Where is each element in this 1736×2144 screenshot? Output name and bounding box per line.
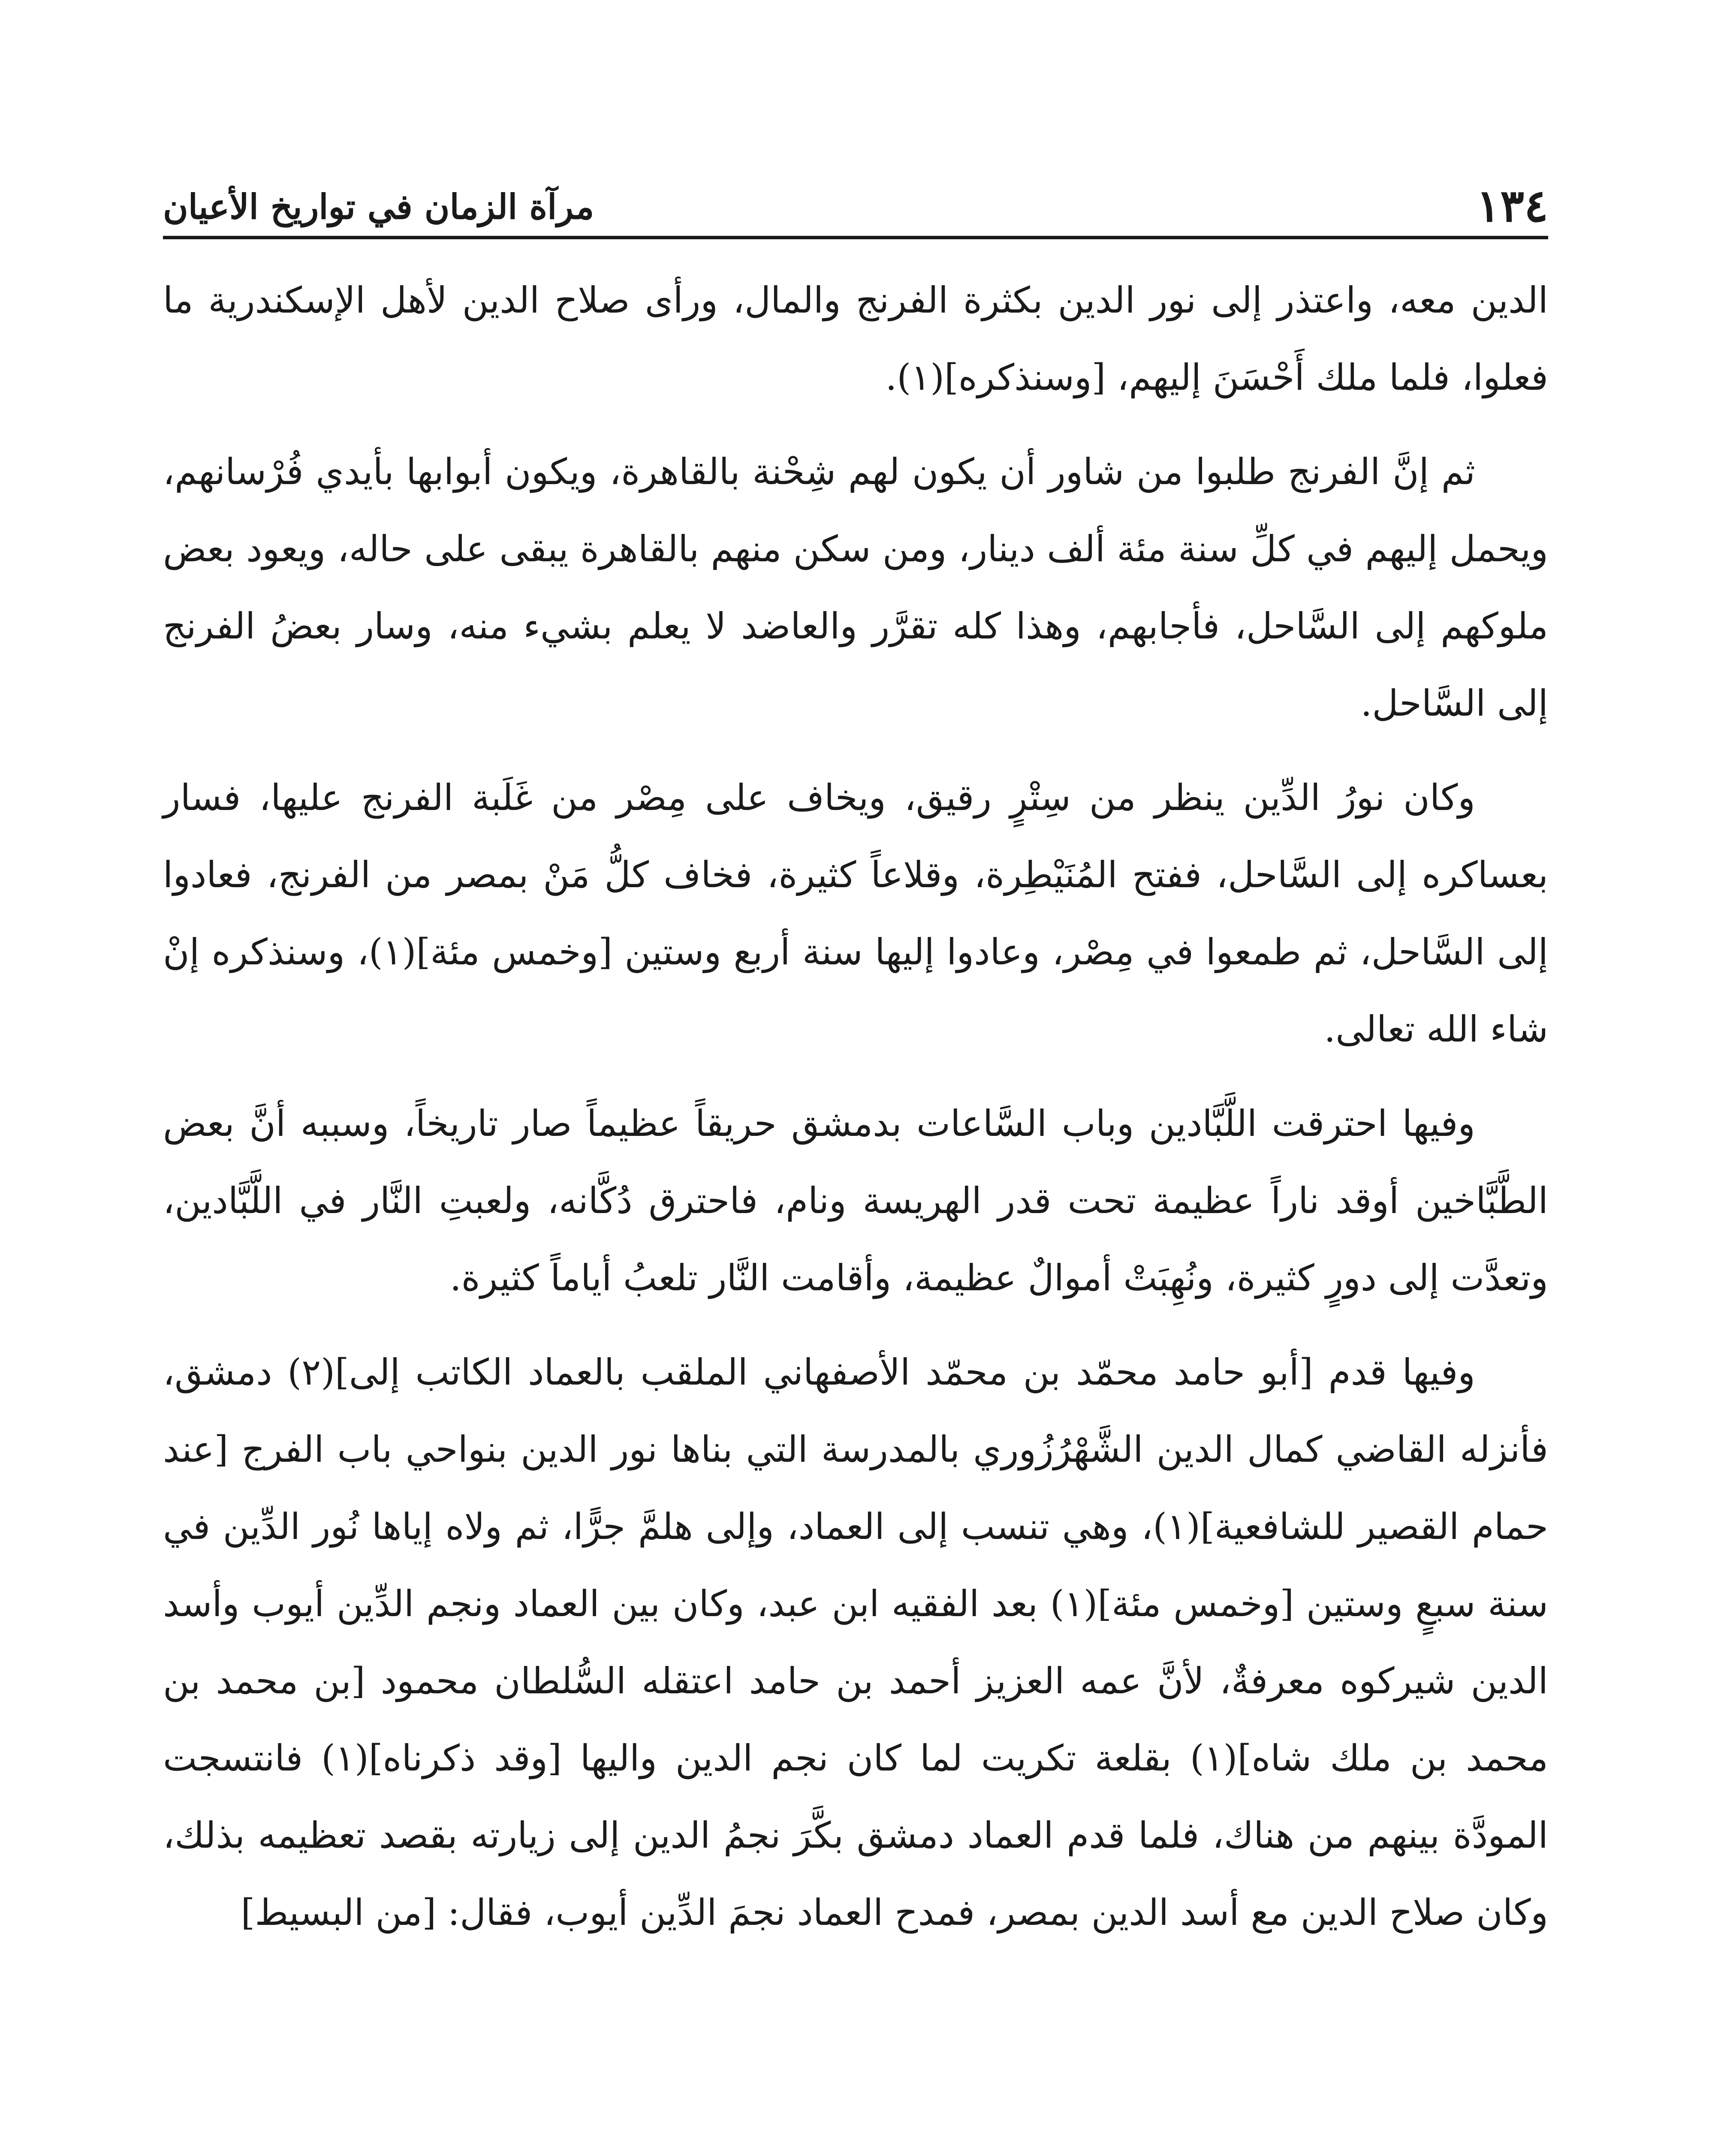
page-header (163, 172, 1548, 239)
paragraph: الدين معه، واعتذر إلى نور الدين بكثرة الفرنج والمال، ورأى صلاح الدين لأهل الإسكندرية ما فعلوا، فلما ملك أَحْسَنَ إليهم، [وسنذكره](١). (163, 279, 1548, 398)
running-title: مرآة الزمان في تواريخ الأعيان (163, 187, 594, 227)
page-number: ١٣٤ (1476, 179, 1548, 232)
paragraph: وفيها قدم [أبو حامد محمّد بن محمّد الأصفهاني الملقب بالعماد الكاتب إلى](٢) دمشق، فأنزله القاضي كمال الدين الشَّهْرُزُوري بالمدرسة التي بناها نور الدين بنواحي باب الفرج [عند حمام القصير للشافعية](١)، وهي تنسب إلى العماد، وإلى هلمَّ جرًّا، ثم ولاه إياها نُور الدِّين في سنة سبعٍ وستين [وخمس مئة](١) بعد الفقيه ابن عبد، وكان بين العماد ونجم الدِّين أيوب وأسد الدين شيركوه معرفةٌ، لأنَّ عمه العزيز أحمد بن حامد اعتقله السُّلطان محمود [بن محمد بن محمد بن ملك شاه](١) بقلعة تكريت لما كان نجم الدين واليها [وقد ذكرناه](١) فانتسجت المودَّة بينهم من هناك، فلما قدم العماد دمشق بكَّرَ نجمُ الدين إلى زيارته بقصد تعظيمه بذلك، وكان صلاح الدين مع أسد الدين بمصر، فمدح العماد نجمَ الدِّين أيوب، فقال: [من البسيط] (163, 1351, 1549, 1933)
paragraph: وكان نورُ الدِّين ينظر من سِتْرٍ رقيق، ويخاف على مِصْر من غَلَبة الفرنج عليها، فسار بعساكره إلى السَّاحل، ففتح المُنَيْطِرة، وقلاعاً كثيرة، فخاف كلُّ مَنْ بمصر من الفرنج، فعادوا إلى السَّاحل، ثم طمعوا في مِصْر، وعادوا إليها سنة أربع وستين [وخمس مئة](١)، وسنذكره إنْ شاء الله تعالى. (163, 777, 1549, 1050)
paragraph: ثم إنَّ الفرنج طلبوا من شاور أن يكون لهم شِحْنة بالقاهرة، ويكون أبوابها بأيدي فُرْسانهم، ويحمل إليهم في كلِّ سنة مئة ألف دينار، ومن سكن منهم بالقاهرة يبقى على حاله، ويعود بعض ملوكهم إلى السَّاحل، فأجابهم، وهذا كله تقرَّر والعاضد لا يعلم بشيء منه، وسار بعضُ الفرنج إلى السَّاحل. (163, 451, 1548, 724)
paragraph: وفيها احترقت اللَّبَّادين وباب السَّاعات بدمشق حريقاً عظيماً صار تاريخاً، وسببه أنَّ بعض الطَّبَّاخين أوقد ناراً عظيمة تحت قدر الهريسة ونام، فاحترق دُكَّانه، ولعبتِ النَّار في اللَّبَّادين، وتعدَّت إلى دورٍ كثيرة، ونُهِبَتْ أموالٌ عظيمة، وأقامت النَّار تلعبُ أياماً كثيرة. (163, 1102, 1549, 1299)
body-text (163, 262, 1548, 1968)
